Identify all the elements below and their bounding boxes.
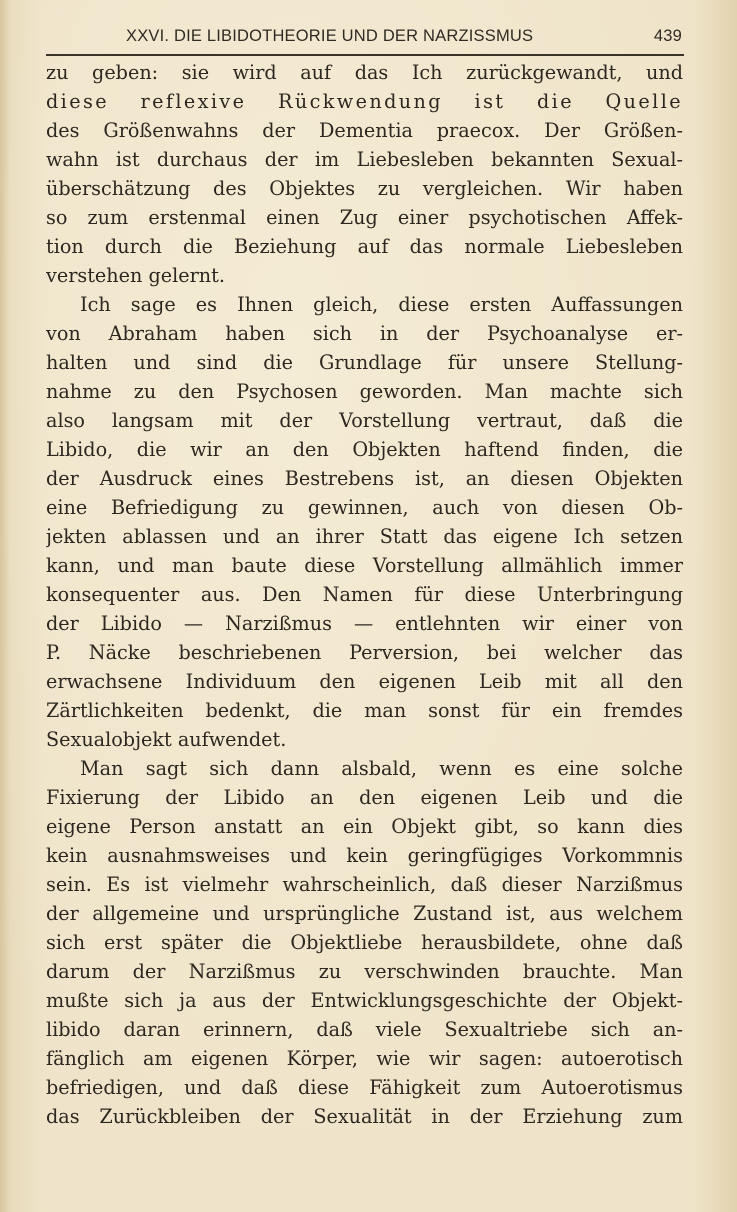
text-line: der Libido — Narzißmus — entlehnten wir einer von [46, 612, 683, 635]
text-line: sein. Es ist vielmehr wahrscheinlich, daß dieser Narzißmus [46, 873, 683, 896]
text-line: fänglich am eigenen Körper, wie wir sagen: autoerotisch [46, 1047, 683, 1070]
text-line: kann, und man baute diese Vorstellung allmählich immer [46, 554, 683, 577]
text-line: also langsam mit der Vorstellung vertraut, daß die [46, 409, 683, 432]
text-line: des Größenwahns der Dementia praecox. Der Größen- [46, 119, 683, 142]
text-line: zu geben: sie wird auf das Ich zurückgewandt, und [46, 61, 683, 84]
text-line: eigene Person anstatt an ein Objekt gibt, so kann dies [46, 815, 683, 838]
text-line: eine Befriedigung zu gewinnen, auch von diesen Ob- [46, 496, 683, 519]
text-line: libido daran erinnern, daß viele Sexualtriebe sich an- [46, 1018, 683, 1041]
text-line: Zärtlichkeiten bedenkt, die man sonst für ein fremdes [46, 699, 683, 722]
text-line: Man sagt sich dann alsbald, wenn es eine solche [80, 757, 683, 780]
text-line: sich erst später die Objektliebe herausbildete, ohne daß [46, 931, 683, 954]
text-line: verstehen gelernt. [46, 264, 225, 287]
text-line: kein ausnahmsweises und kein geringfügiges Vorkommnis [46, 844, 683, 867]
text-line: halten und sind die Grundlage für unsere Stellung- [46, 351, 683, 374]
header-rule [46, 54, 684, 56]
text-line: überschätzung des Objektes zu vergleichen. Wir haben [46, 177, 683, 200]
chapter-title: XXVI. DIE LIBIDOTHEORIE UND DER NARZISSMUS [126, 27, 534, 45]
text-line: Sexualobjekt aufwendet. [46, 728, 287, 751]
text-line: mußte sich ja aus der Entwicklungsgeschichte der Objekt- [46, 989, 683, 1012]
text-line: das Zurückbleiben der Sexualität in der Erziehung zum [46, 1105, 683, 1128]
text-line: Libido, die wir an den Objekten haftend finden, die [46, 438, 683, 461]
text-line: jekten ablassen und an ihrer Statt das eigene Ich setzen [46, 525, 683, 548]
text-line: darum der Narzißmus zu verschwinden brauchte. Man [46, 960, 683, 983]
text-line: Fixierung der Libido an den eigenen Leib und die [46, 786, 683, 809]
text-line: nahme zu den Psychosen geworden. Man machte sich [46, 380, 683, 403]
text-line: der Ausdruck eines Bestrebens ist, an diesen Objekten [46, 467, 683, 490]
text-line: erwachsene Individuum den eigenen Leib mit all den [46, 670, 683, 693]
text-line: konsequenter aus. Den Namen für diese Unterbringung [46, 583, 683, 606]
page-edge-shadow [0, 0, 10, 1212]
text-line: der allgemeine und ursprüngliche Zustand ist, aus welchem [46, 902, 683, 925]
text-line: von Abraham haben sich in der Psychoanalyse er- [46, 322, 683, 345]
text-line: Ich sage es Ihnen gleich, diese ersten Auffassungen [80, 293, 683, 316]
text-line: so zum erstenmal einen Zug einer psychotischen Affek- [46, 206, 683, 229]
body-text [46, 58, 683, 1131]
text-line: tion durch die Beziehung auf das normale Liebesleben [46, 235, 683, 258]
running-header [46, 24, 686, 52]
page-number: 439 [653, 27, 682, 45]
text-line: wahn ist durchaus der im Liebesleben bekannten Sexual- [46, 148, 683, 171]
text-line: diese reflexive Rückwendung ist die Quelle [46, 90, 683, 113]
text-line: P. Näcke beschriebenen Perversion, bei welcher das [46, 641, 683, 664]
text-line: befriedigen, und daß diese Fähigkeit zum Autoerotismus [46, 1076, 683, 1099]
